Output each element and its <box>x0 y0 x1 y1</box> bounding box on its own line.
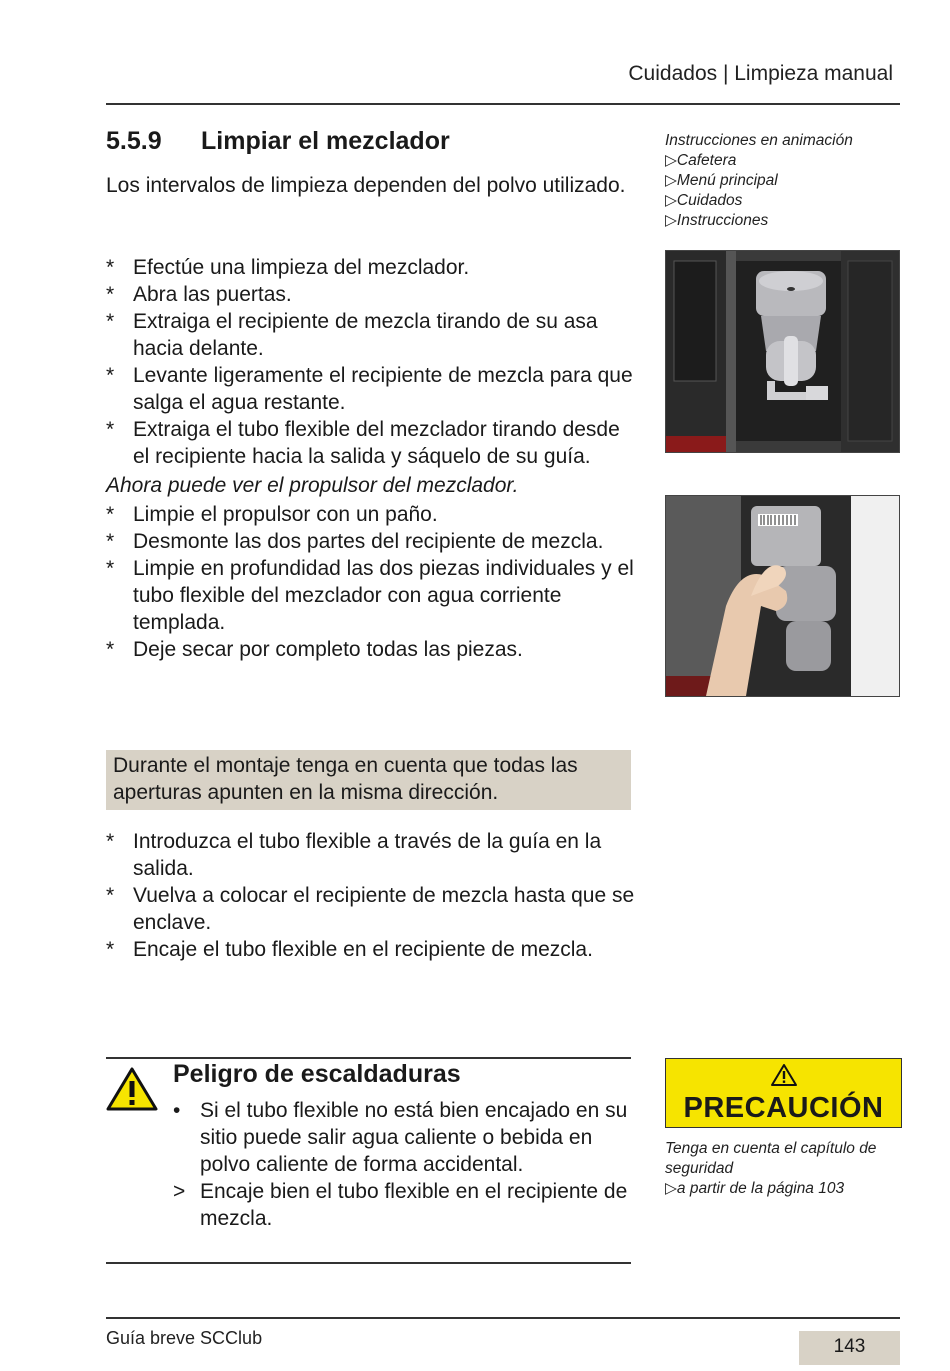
caution-label: PRECAUCIÓN <box>683 1092 884 1124</box>
intro-text: Los intervalos de limpieza dependen del polvo utilizado. <box>106 174 626 197</box>
mixer-photo-illustration <box>666 251 899 452</box>
step-marker: * <box>106 884 115 907</box>
caution-page-reference: ▷a partir de la página 103 <box>665 1180 845 1197</box>
caution-note <box>665 1139 900 1199</box>
step-item: * Abra las puertas. <box>106 283 292 306</box>
mixer-photo-removal <box>665 495 900 697</box>
mixer-photo-illustration <box>666 496 899 696</box>
step-marker: * <box>106 283 115 306</box>
warning-bottom-rule <box>106 1262 631 1264</box>
animation-path-item: ▷Cuidados <box>665 192 743 209</box>
warning-triangle-icon <box>106 1066 158 1117</box>
step-item: * Encaje el tubo flexible en el recipiente de mezcla. <box>106 938 593 961</box>
animation-instructions <box>665 131 853 231</box>
step-marker: * <box>106 938 115 961</box>
footer-rule <box>106 1317 900 1319</box>
caution-label-box <box>665 1058 902 1128</box>
warning-top-rule <box>106 1057 631 1059</box>
step-item: * Vuelva a colocar el recipiente de mezcla hasta que se enclave. <box>106 884 635 934</box>
step-marker: * <box>106 503 115 526</box>
step-item: * Deje secar por completo todas las piezas. <box>106 638 523 661</box>
caution-triangle-icon <box>770 1063 798 1087</box>
steps-list-a <box>106 254 636 663</box>
step-marker: * <box>106 418 115 441</box>
step-marker: * <box>106 557 115 580</box>
step-item: * Introduzca el tubo flexible a través de la guía en la salida. <box>106 830 602 880</box>
warning-title: Peligro de escaldaduras <box>173 1060 461 1088</box>
step-item: * Limpie en profundidad las dos piezas individuales y el tubo flexible del mezclador con agua corriente templada. <box>106 557 634 634</box>
footer-document-title: Guía breve SCClub <box>106 1328 263 1348</box>
section-title: Limpiar el mezclador <box>201 127 450 155</box>
result-note: Ahora puede ver el propulsor del mezclador. <box>106 474 519 497</box>
animation-path-item: ▷Instrucciones <box>665 212 769 229</box>
warning-action-item: > Encaje bien el tubo flexible en el recipiente de mezcla. <box>173 1180 628 1230</box>
animation-heading: Instrucciones en animación <box>665 132 853 149</box>
animation-path-item: ▷Cafetera <box>665 152 737 169</box>
step-marker: * <box>106 530 115 553</box>
page-number: 143 <box>799 1331 900 1365</box>
warning-bullet-item: • Si el tubo flexible no está bien encajado en su sitio puede salir agua caliente o bebida en polvo caliente de forma accidental. <box>173 1099 628 1176</box>
step-marker: * <box>106 830 115 853</box>
step-item: * Limpie el propulsor con un paño. <box>106 503 438 526</box>
step-item: * Extraiga el recipiente de mezcla tirando de su asa hacia delante. <box>106 310 598 360</box>
step-marker: * <box>106 638 115 661</box>
running-header: Cuidados | Limpieza manual <box>628 62 893 85</box>
action-marker: > <box>173 1180 186 1203</box>
section-number: 5.5.9 <box>106 127 162 155</box>
step-item: * Levante ligeramente el recipiente de mezcla para que salga el agua restante. <box>106 364 633 414</box>
step-item: * Desmonte las dos partes del recipiente de mezcla. <box>106 530 604 553</box>
bullet-marker: • <box>173 1099 181 1122</box>
header-rule <box>106 103 900 105</box>
step-item: * Efectúe una limpieza del mezclador. <box>106 256 470 279</box>
animation-path-item: ▷Menú principal <box>665 172 778 189</box>
step-marker: * <box>106 364 115 387</box>
step-item: * Extraiga el tubo flexible del mezclador tirando desde el recipiente hacia la salida y sáquelo de su guía. <box>106 418 620 468</box>
warning-list <box>173 1097 633 1232</box>
step-marker: * <box>106 310 115 333</box>
steps-list-c <box>106 828 636 963</box>
info-box: Durante el montaje tenga en cuenta que todas las aperturas apunten en la misma dirección. <box>106 750 631 810</box>
mixer-photo-open-machine <box>665 250 900 453</box>
caution-note-line: Tenga en cuenta el capítulo de seguridad <box>665 1140 877 1177</box>
step-marker: * <box>106 256 115 279</box>
